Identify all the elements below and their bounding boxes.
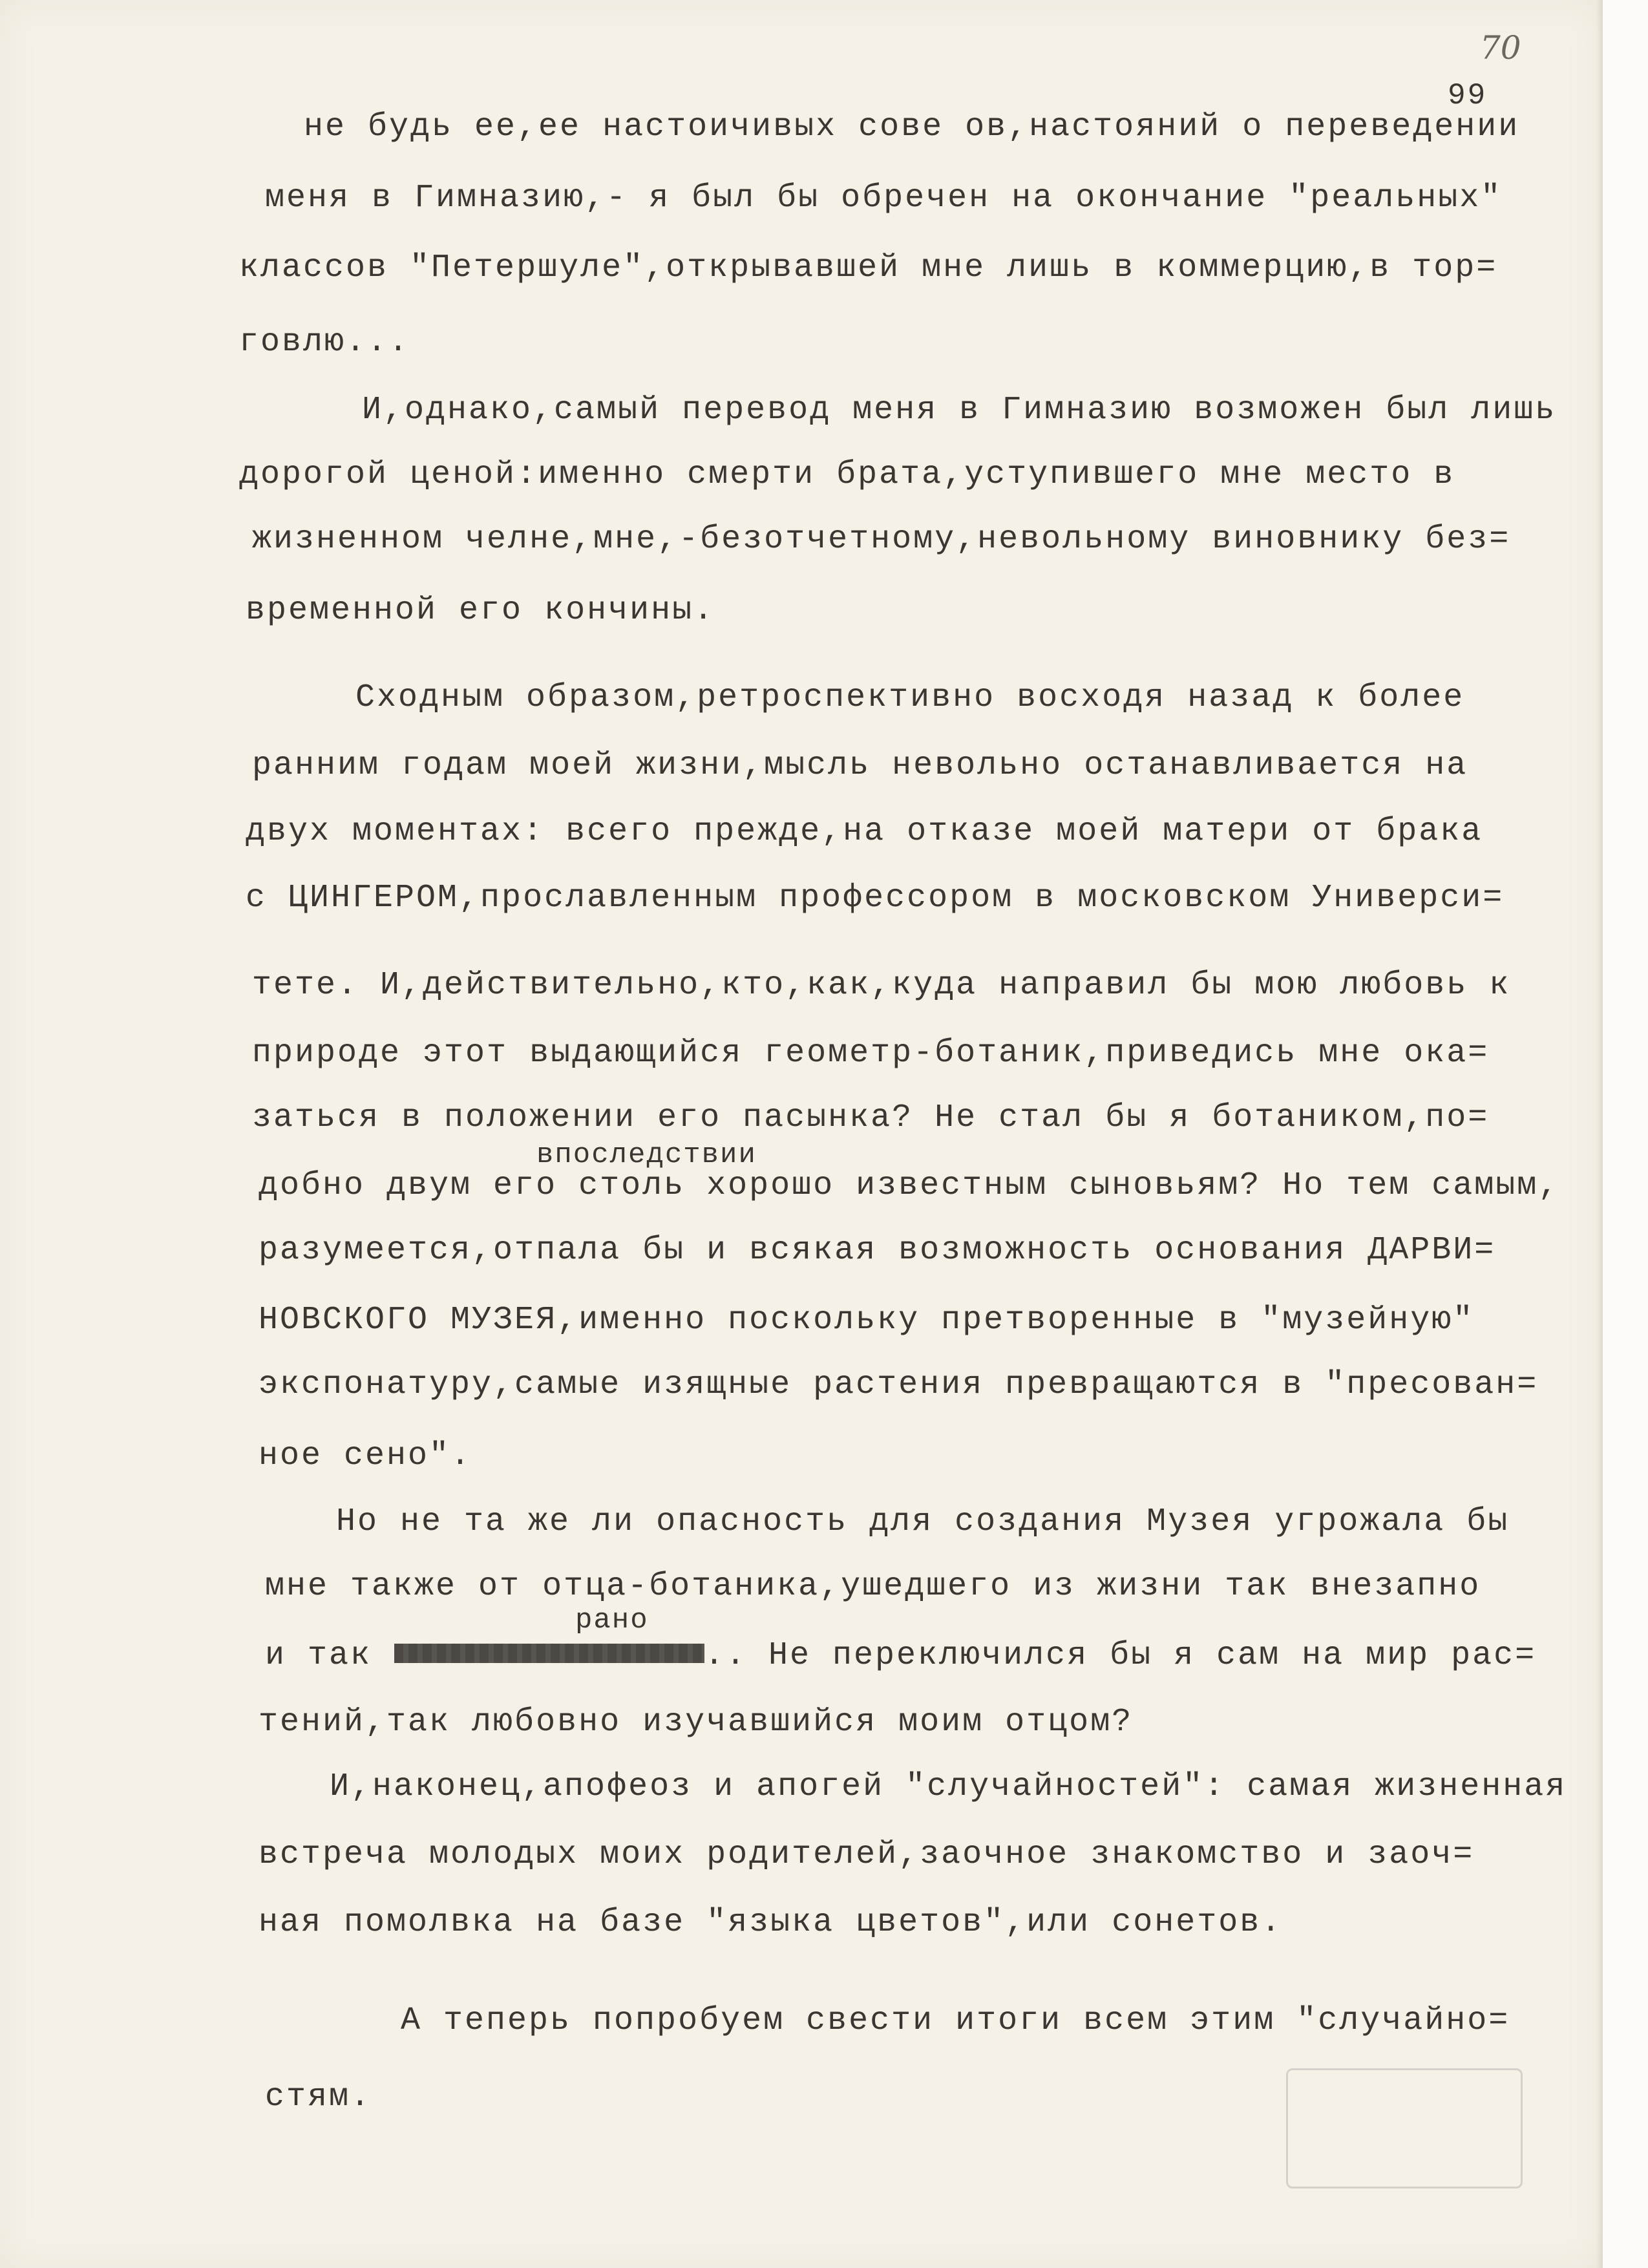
text-line-4: говлю... (239, 324, 410, 361)
page-edge (1603, 0, 1648, 2268)
text-line-17: разумеется,отпала бы и всякая возможность основания ДАРВИ= (259, 1232, 1496, 1269)
text-line-18: НОВСКОГО МУЗЕЯ,именно поскольку претворенные в "музейную" (259, 1302, 1475, 1339)
text-line-3: классов "Петершуле",открывавшей мне лишь в коммерцию,в тор= (239, 249, 1498, 286)
text-line-2: меня в Гимназию,- я был бы обречен на окончание "реальных" (265, 180, 1503, 217)
text-line-5: И,однако,самый перевод меня в Гимназию возможен был лишь (362, 392, 1557, 429)
page-number: 99 (1448, 79, 1488, 112)
text-line-7: жизненном челне,мне,-безотчетному,невольному виновнику без= (252, 521, 1511, 558)
text-line-11: двух моментах: всего прежде,на отказе моей матери от брака (246, 813, 1483, 850)
text-line-15: заться в положении его пасынка? Не стал бы я ботаником,по= (252, 1099, 1490, 1136)
text-line-1: не будь ее,ее настоичивых сове ов,настояний о переведении (304, 109, 1520, 145)
text-line-26: встреча молодых моих родителей,заочное знакомство и заоч= (259, 1836, 1475, 1873)
page-number-pencil: 70 (1480, 29, 1521, 67)
interlinear-insertion-subsequently: впоследствии (536, 1139, 757, 1171)
text-line-19: экспонатуру,самые изящные растения превращаются в "пресован= (259, 1366, 1539, 1403)
text-line-27: ная помолвка на базе "языка цветов",или сонетов. (259, 1904, 1283, 1941)
text-line-10: ранним годам моей жизни,мысль невольно останавливается на (252, 747, 1468, 784)
text-line-22: мне также от отца-ботаника,ушедшего из жизни так внезапно (265, 1568, 1481, 1605)
text-line-24: тений,так любовно изучавшийся моим отцом? (259, 1704, 1134, 1741)
text-line-14: природе этот выдающийся геометр-ботаник,приведись мне ока= (252, 1035, 1490, 1072)
text-line-6: дорогой ценой:именно смерти брата,уступившего мне место в (239, 456, 1455, 493)
text-line-8: временной его кончины. (246, 592, 715, 629)
text-line-12: с ЦИНГЕРОМ,прославленным профессором в московском Универси= (246, 880, 1505, 917)
text-line-23b: .. Не переключился бы я сам на мир рас= (704, 1637, 1537, 1674)
text-line-13: тете. И,действительно,кто,как,куда направил бы мою любовь к (252, 967, 1511, 1004)
text-line-23a: и так (265, 1637, 372, 1674)
text-line-16: добно двум его столь хорошо известным сыновьям? Но тем самым, (259, 1167, 1560, 1204)
interlinear-insertion-early: рано (575, 1604, 649, 1637)
text-line-29: стям. (265, 2079, 372, 2115)
text-line-9: Сходным образом,ретроспективно восходя назад к более (355, 679, 1465, 716)
struck-out-word (394, 1644, 704, 1663)
text-line-25: И,наконец,апофеоз и апогей "случайностей": самая жизненная (330, 1768, 1567, 1805)
text-line-28: А теперь попробуем свести итоги всем этим "случайно= (401, 2002, 1510, 2039)
faint-archive-stamp (1286, 2068, 1523, 2189)
text-line-20: ное сено". (259, 1437, 472, 1474)
text-line-21: Но не та же ли опасность для создания Музея угрожала бы (336, 1503, 1510, 1540)
